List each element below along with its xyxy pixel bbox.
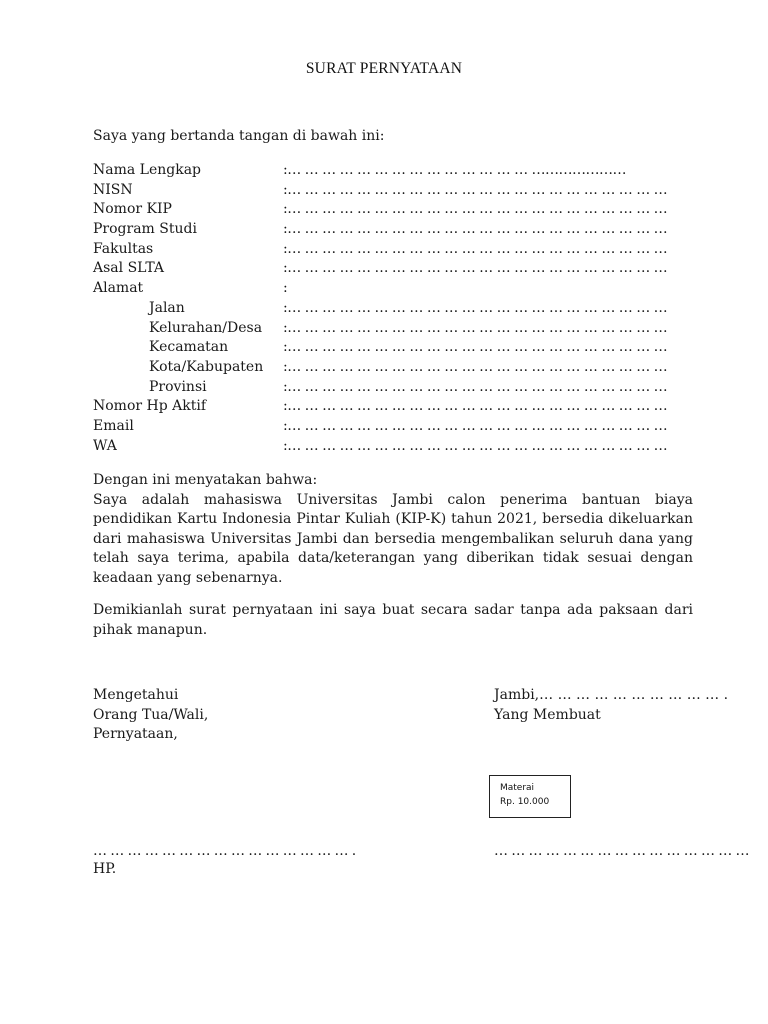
statement-section: [93, 471, 693, 589]
field-label: Jalan: [149, 299, 185, 316]
stamp-line2: Rp. 10.000: [500, 797, 550, 807]
field-label: Fakultas: [93, 240, 154, 257]
field-wa: [93, 437, 668, 457]
field-value: :… … … … … … … … … … … … … … … … … … … … … …: [283, 398, 668, 415]
field-label: Nomor Hp Aktif: [93, 398, 207, 415]
identity-fields: [93, 161, 668, 456]
field-label: Kota/Kabupaten: [149, 358, 264, 375]
field-nomor-hp-aktif: [93, 397, 668, 417]
signature-left-line1: Mengetahui: [93, 687, 179, 703]
field-provinsi: [93, 378, 668, 398]
materai-stamp-box: [489, 775, 571, 818]
field-label: Program Studi: [93, 221, 197, 238]
field-kota-kabupaten: [93, 358, 668, 378]
field-label: Alamat: [93, 280, 144, 297]
document-title: SURAT PERNYATAAN: [305, 60, 463, 77]
field-value: :… … … … … … … … … … … … … … … … … … … … … …: [283, 437, 668, 454]
field-nama-lengkap: [93, 161, 633, 181]
field-value: :… … … … … … … … … … … … … … … … … … … … … …: [283, 319, 668, 336]
field-fakultas: [93, 240, 668, 260]
field-label: NISN: [93, 181, 133, 198]
field-label: Asal SLTA: [93, 260, 164, 277]
field-value: :… … … … … … … … … … … … … … … … … … … … … …: [283, 417, 668, 434]
signature-left-dots: … … … … … … … … … … … … … … … .: [93, 843, 356, 859]
signature-left-block: [93, 686, 208, 745]
field-value: :… … … … … … … … … … … … … … …………………: [283, 162, 627, 178]
field-label: Email: [93, 417, 134, 434]
field-label: Provinsi: [149, 378, 207, 395]
field-label: WA: [93, 437, 117, 454]
field-value: :… … … … … … … … … … … … … … … … … … … … … …: [283, 181, 668, 198]
field-program-studi: [93, 220, 668, 240]
field-value: :… … … … … … … … … … … … … … … … … … … … … …: [283, 221, 668, 238]
signature-right-line1: Jambi,… … … … … … … … … … .: [494, 687, 729, 703]
field-value: :: [283, 280, 288, 297]
field-label: Nomor KIP: [93, 201, 172, 218]
field-nomor-kip: [93, 200, 668, 220]
field-value: :… … … … … … … … … … … … … … … … … … … … … …: [283, 358, 668, 375]
statement-body: Saya adalah mahasiswa Universitas Jambi calon penerima bantuan biaya pendidikan Kartu Indonesia Pintar Kuliah (KIP-K) tahun 2021, bersedia dikeluarkan dari mahasiswa Universitas Jambi dan bersedia mengembalikan seluruh dana yang telah saya terima, apabila data/keterangan yang diberikan tidak sesuai dengan keadaan yang sebenarnya.: [93, 491, 693, 586]
field-label: Kecamatan: [149, 339, 229, 356]
signature-left-line3: Pernyataan,: [93, 726, 178, 743]
field-kecamatan: [93, 338, 668, 358]
field-value: :… … … … … … … … … … … … … … … … … … … … … …: [283, 299, 668, 316]
field-jalan: [93, 299, 668, 319]
stamp-line1: Materai: [500, 783, 535, 793]
field-label: Kelurahan/Desa: [149, 319, 263, 336]
field-email: [93, 417, 668, 437]
field-value: :… … … … … … … … … … … … … … … … … … … … … …: [283, 339, 668, 356]
intro-text: Saya yang bertanda tangan di bawah ini:: [93, 128, 385, 144]
field-nisn: [93, 181, 668, 201]
hp-label: HP.: [93, 861, 117, 877]
field-label: Nama Lengkap: [93, 162, 202, 178]
field-value: :… … … … … … … … … … … … … … … … … … … … … …: [283, 240, 668, 257]
statement-heading: Dengan ini menyatakan bahwa:: [93, 472, 318, 488]
signature-right-dots: … … … … … … … … … … … … … … …: [494, 843, 749, 859]
field-asal-slta: [93, 259, 668, 279]
field-value: :… … … … … … … … … … … … … … … … … … … … … …: [283, 378, 668, 395]
field-value: :… … … … … … … … … … … … … … … … … … … … … …: [283, 260, 668, 277]
field-kelurahan-desa: [93, 319, 668, 339]
field-alamat: [93, 279, 633, 299]
field-value: :… … … … … … … … … … … … … … … … … … … … … …: [283, 201, 668, 218]
signature-right-line2: Yang Membuat: [494, 706, 601, 723]
closing-paragraph: Demikianlah surat pernyataan ini saya buat secara sadar tanpa ada paksaan dari pihak manapun.: [93, 602, 693, 638]
signature-left-line2: Orang Tua/Wali,: [93, 706, 209, 723]
signature-right-block: [494, 686, 728, 725]
